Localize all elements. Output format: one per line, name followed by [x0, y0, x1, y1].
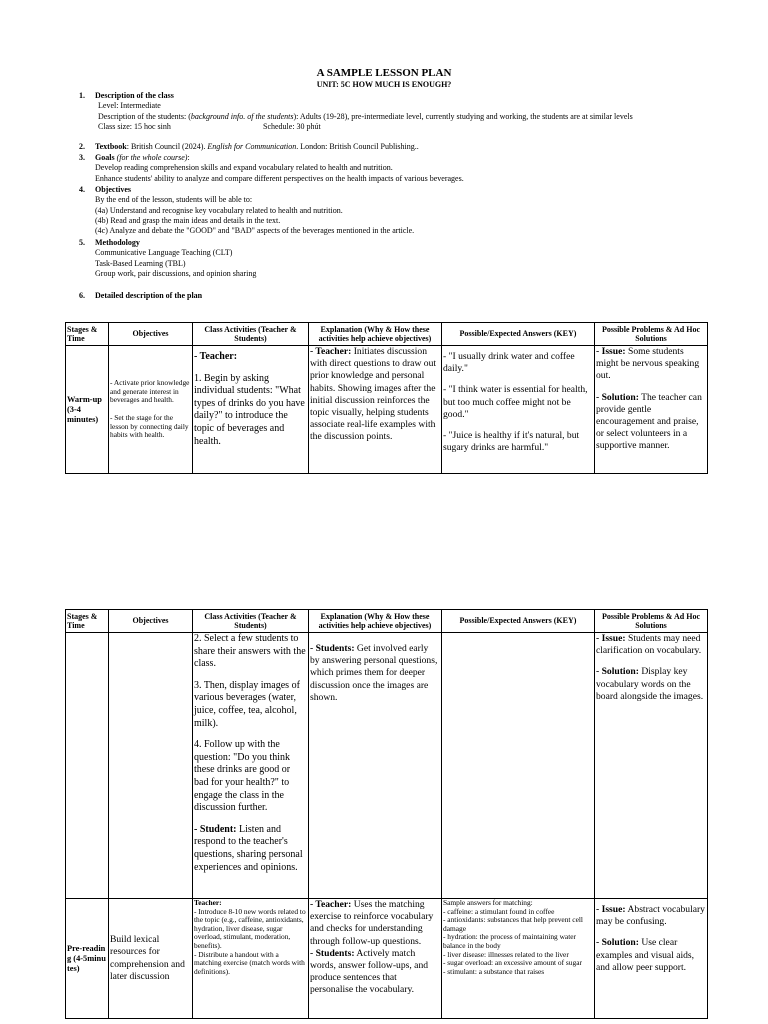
- section-methodology: [79, 238, 699, 279]
- objectives-cell: [109, 633, 193, 899]
- explanation-cell: - Teacher: Initiates discussion with direct questions to draw out prior knowledge and personal habits. Showing images after the initial discussion reinforces the topic visually, helping students associate real-life examples with the discussion points.: [309, 346, 442, 474]
- method-line: Group work, pair discussions, and opinion sharing: [95, 268, 257, 278]
- goal-line: Enhance students' ability to analyze and compare different perspectives on the health impacts of various beverages.: [95, 173, 464, 183]
- document-subtitle: UNIT: 5C HOW MUCH IS ENOUGH?: [316, 80, 452, 89]
- table-header-row: [66, 610, 708, 633]
- table-row: [66, 899, 708, 1019]
- header-objectives: Objectives: [109, 610, 193, 633]
- answers-cell: - "I usually drink water and coffee daily." - "I think water is essential for health, but too much coffee might not be good." - "Juice is healthy if it's natural, but sugary drinks are harmful.": [442, 346, 595, 474]
- section-plan-detail: [79, 291, 699, 301]
- explanation-cell: - Teacher: Uses the matching exercise to reinforce vocabulary and checks for understanding through follow-up questions. - Students: Actively match words, answer follow-ups, and produce sentences that personalise the vocabulary.: [309, 899, 442, 1019]
- activities-cell: 2. Select a few students to share their answers with the class. 3. Then, display images of various beverages (water, juice, coffee, tea, alcohol, milk). 4. Follow up with the question: "Do you think these drinks are good or bad for your health?" to engage the class in the discussion further. - Student: Listen and respond to the teacher's questions, sharing personal experiences and opinions.: [193, 633, 309, 899]
- section-goals: 3. Goals (for the whole course): Develop reading comprehension skills and expand vocabulary related to health and nutrition. Enhance students' ability to analyze and compare different perspectives on the health impacts of various beverages.: [79, 153, 699, 184]
- answers-cell: [442, 633, 595, 899]
- document-title: A SAMPLE LESSON PLAN: [316, 67, 452, 79]
- section-heading: Objectives: [95, 185, 131, 194]
- lesson-plan-table-continued: [65, 609, 708, 1019]
- section-heading: Detailed description of the plan: [95, 291, 203, 300]
- section-objectives: [79, 185, 699, 236]
- method-line: Communicative Language Teaching (CLT): [95, 248, 233, 258]
- activities-cell: - Teacher: 1. Begin by asking individual students: "What types of drinks do you have daily?" to introduce the topic of beverages and health.: [193, 346, 309, 474]
- table-row: [66, 346, 708, 474]
- section-number: 4.: [79, 185, 85, 194]
- problems-cell: - Issue: Abstract vocabulary may be confusing. - Solution: Use clear examples and visual aids, and allow peer support.: [595, 899, 708, 1019]
- method-line: Task-Based Learning (TBL): [95, 258, 186, 268]
- header-activities: Class Activities (Teacher & Students): [193, 610, 309, 633]
- students-description: Description of the students: (background info. of the students): Adults (19-28), pre-intermediate level, currently studying and working, the students are at similar levels: [98, 111, 633, 121]
- section-number: 1.: [79, 91, 85, 100]
- header-stages: Stages & Time: [66, 323, 109, 346]
- header-activities: Class Activities (Teacher & Students): [193, 323, 309, 346]
- objective-line: By the end of the lesson, students will be able to:: [95, 195, 253, 205]
- lesson-plan-table: [65, 322, 708, 474]
- objective-line: (4c) Analyze and debate the "GOOD" and "BAD" aspects of the beverages mentioned in the article.: [95, 226, 415, 236]
- header-objectives: Objectives: [109, 323, 193, 346]
- stage-cell: Warm-up (3-4 minutes): [66, 346, 109, 474]
- explanation-cell: - Students: Get involved early by answering personal questions, which primes them for deeper discussion once the images are shown.: [309, 633, 442, 899]
- header-stages: Stages & Time: [66, 610, 109, 633]
- stage-cell: Pre-reading (4-5minutes): [66, 899, 109, 1019]
- header-explanation: Explanation (Why & How these activities help achieve objectives): [309, 323, 442, 346]
- header-problems: Possible Problems & Ad Hoc Solutions: [595, 323, 708, 346]
- goal-line: Develop reading comprehension skills and expand vocabulary related to health and nutrition.: [95, 163, 393, 173]
- objectives-cell: - Activate prior knowledge and generate interest in beverages and health. - Set the stage for the lesson by connecting daily habits with health.: [109, 346, 193, 474]
- section-textbook: 2. Textbook: British Council (2024). English for Communication. London: British Council Publishing..: [79, 142, 419, 151]
- header-explanation: Explanation (Why & How these activities help achieve objectives): [309, 610, 442, 633]
- section-heading: Description of the class: [95, 91, 174, 100]
- section-heading: Methodology: [95, 238, 140, 247]
- section-number: 5.: [79, 238, 85, 247]
- problems-cell: - Issue: Students may need clarification on vocabulary. - Solution: Display key vocabulary words on the board alongside the images.: [595, 633, 708, 899]
- answers-cell: Sample answers for matching: - caffeine: a stimulant found in coffee - antioxidants: substances that help prevent cell damage - hydration: the process of maintaining water balance in the body - liver disease: illnesses related to the liver - sugar overload: an excessive amount of sugar - stimulant: a substance that raises: [442, 899, 595, 1019]
- problems-cell: - Issue: Some students might be nervous speaking out. - Solution: The teacher can provide gentle encouragement and praise, or select volunteers in a supportive manner.: [595, 346, 708, 474]
- class-size-row: Class size: 15 hoc sinh Schedule: 30 phút: [98, 121, 321, 131]
- table-row: [66, 633, 708, 899]
- header-answers: Possible/Expected Answers (KEY): [442, 610, 595, 633]
- header-answers: Possible/Expected Answers (KEY): [442, 323, 595, 346]
- header-problems: Possible Problems & Ad Hoc Solutions: [595, 610, 708, 633]
- class-level: Level: Intermediate: [98, 101, 161, 111]
- objective-line: (4b) Read and grasp the main ideas and details in the text.: [95, 215, 281, 225]
- section-class-description: [79, 91, 699, 132]
- table-header-row: [66, 323, 708, 346]
- activities-cell: Teacher: - Introduce 8-10 new words related to the topic (e.g., caffeine, antioxidants, hydration, liver disease, sugar overload, stimulant, moderation, benefits). - Distribute a handout with a matching exercise (match words with definitions).: [193, 899, 309, 1019]
- section-number: 6.: [79, 291, 85, 300]
- objectives-cell: Build lexical resources for comprehension and later discussion: [109, 899, 193, 1019]
- stage-cell: [66, 633, 109, 899]
- objective-line: (4a) Understand and recognise key vocabulary related to health and nutrition.: [95, 205, 343, 215]
- section-number: 2.: [79, 142, 85, 151]
- section-number: 3.: [79, 153, 85, 162]
